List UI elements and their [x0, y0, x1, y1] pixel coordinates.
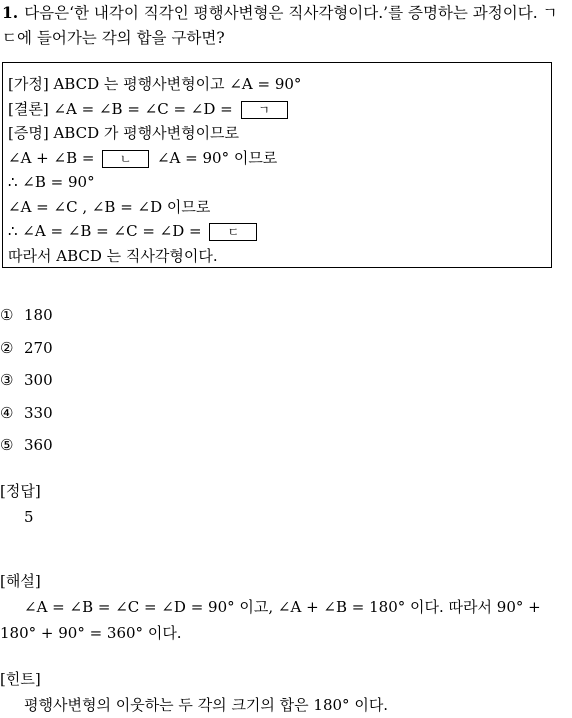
choice-5[interactable]	[0, 432, 53, 465]
hint-label: [힌트]	[0, 670, 41, 688]
proof-line	[8, 244, 551, 269]
proof-box	[2, 62, 552, 268]
choice-mark: ⑤	[0, 436, 14, 454]
choice-3[interactable]	[0, 367, 53, 400]
proof-text: 따라서 ABCD 는 직사각형이다.	[8, 246, 218, 265]
question-number: 1.	[2, 3, 19, 22]
question-title	[2, 0, 568, 51]
question-text: 다음은‘한 내각이 직각인 평행사변형은 직사각형이다.’를 증명하는 과정이다. ㄱ ㄷ에 들어가는 각의 합을 구하면?	[2, 4, 558, 47]
proof-text: [증명] ABCD 가 평행사변형이므로	[8, 124, 240, 142]
proof-line	[8, 195, 551, 220]
choice-value: 270	[24, 338, 53, 357]
proof-text: ∠A = ∠C , ∠B = ∠D 이므로	[8, 197, 211, 216]
proof-text: ∠A = 90° 이므로	[152, 148, 278, 167]
blank-box-b: ㄴ	[102, 150, 149, 168]
proof-line	[8, 72, 551, 97]
choice-4[interactable]	[0, 400, 53, 433]
blank-box-a: ㄱ	[241, 101, 288, 119]
answer-value: 5	[24, 508, 34, 526]
proof-line	[8, 146, 551, 171]
explanation-label: [해설]	[0, 572, 41, 590]
answer-label: [정답]	[0, 482, 41, 500]
answer-section	[0, 478, 41, 530]
choice-value: 180	[24, 306, 53, 324]
choice-mark: ①	[0, 306, 14, 324]
proof-text: [가정] ABCD 는 평행사변형이고 ∠A = 90°	[8, 75, 302, 93]
choice-mark: ④	[0, 403, 14, 422]
hint-section	[0, 666, 388, 718]
explanation-text: ∠A = ∠B = ∠C = ∠D = 90° 이고, ∠A + ∠B = 180° 이다. 따라서 90° + 180° + 90° = 360° 이다.	[0, 598, 541, 642]
explanation-section	[0, 568, 572, 646]
proof-text: ∴ ∠B = 90°	[8, 173, 95, 191]
hint-text: 평행사변형의 이웃하는 두 각의 크기의 합은 180° 이다.	[24, 696, 389, 714]
choice-list	[0, 302, 53, 465]
choice-mark: ②	[0, 338, 14, 357]
proof-text: [결론] ∠A = ∠B = ∠C = ∠D =	[8, 99, 238, 118]
choice-mark: ③	[0, 371, 14, 389]
choice-value: 360	[24, 436, 53, 454]
blank-box-c: ㄷ	[209, 223, 257, 241]
proof-text: ∴ ∠A = ∠B = ∠C = ∠D =	[8, 222, 207, 240]
proof-line	[8, 219, 551, 244]
proof-line	[8, 121, 551, 146]
proof-line	[8, 97, 551, 122]
choice-value: 300	[24, 371, 53, 389]
choice-1[interactable]	[0, 302, 53, 335]
choice-value: 330	[24, 403, 53, 422]
proof-text: ∠A + ∠B =	[8, 148, 100, 167]
choice-2[interactable]	[0, 335, 53, 368]
proof-line	[8, 170, 551, 195]
